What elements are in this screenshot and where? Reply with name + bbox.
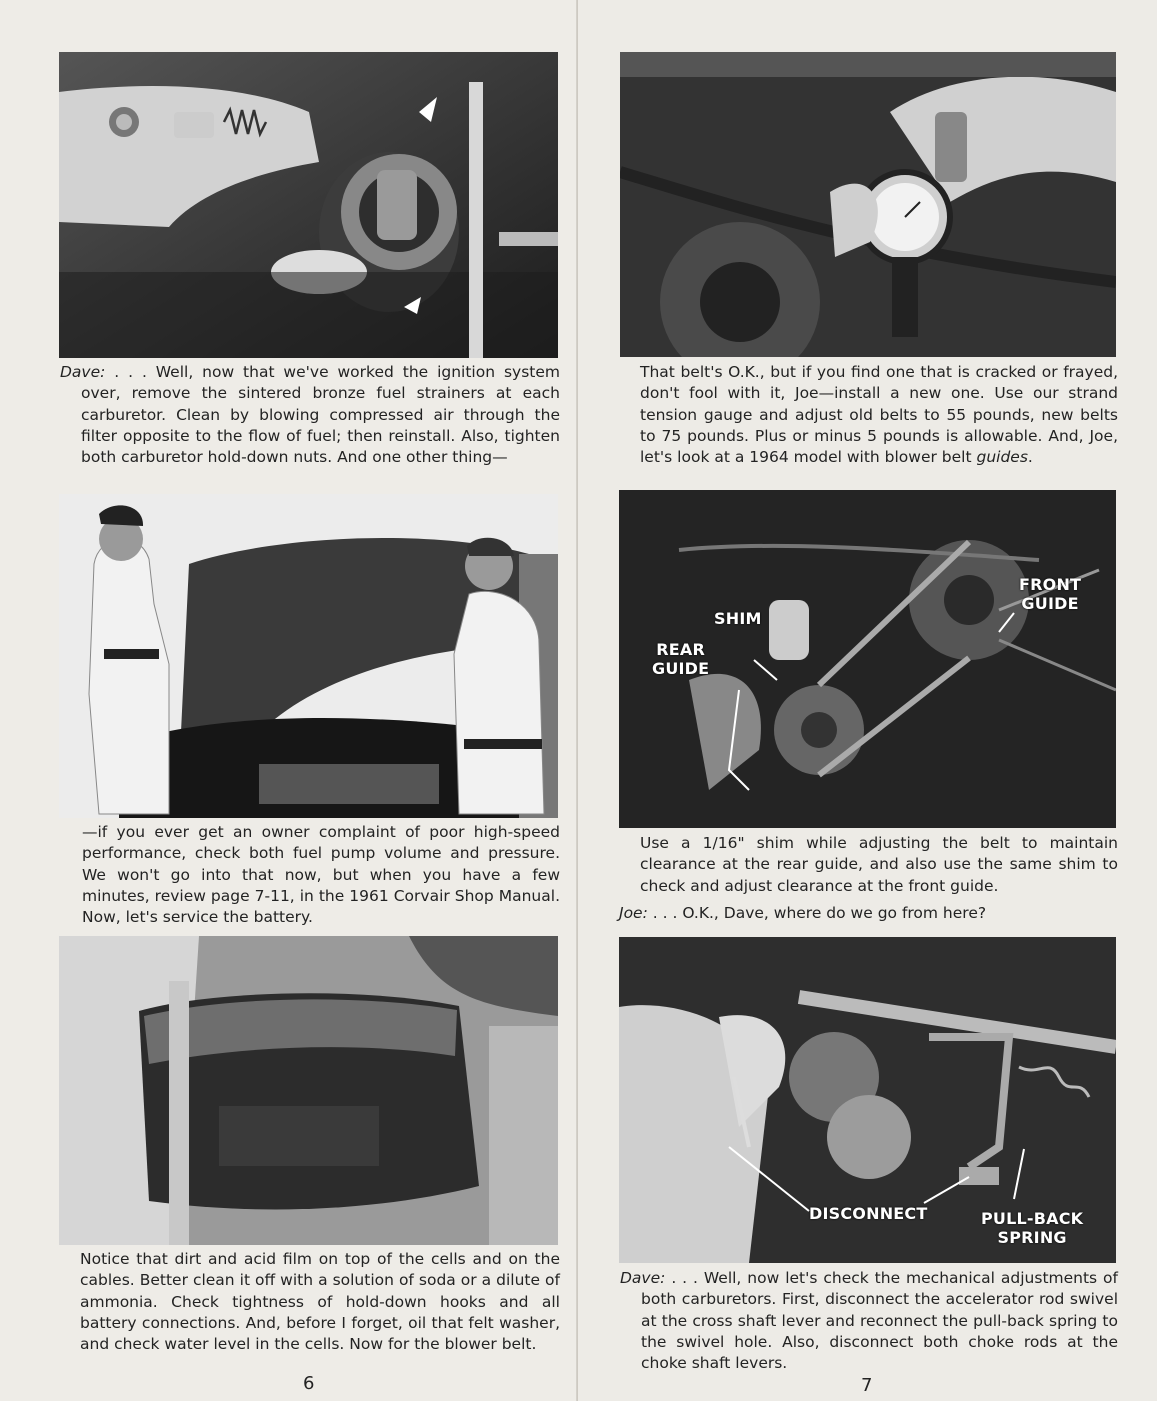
caption-3-text: Notice that dirt and acid film on top of the cells and on the cables. Better clean it off with a solution of soda or a dilute of ammonia. Check tightness of hold-down hooks and all battery connections. And, before I forget, oil that felt washer, and check water level in the cells. Now for the blower belt. <box>80 1250 560 1354</box>
caption-2-text: —if you ever get an owner complaint of poor high-speed performance, check both fuel pump volume and pressure. We won't go into that now, but when you have a few minutes, review page 7-11, in the 1961 Corvair Shop Manual. Now, let's service the battery. <box>82 823 560 927</box>
carburetor-strainer-photo <box>59 52 558 358</box>
caption-2 <box>82 822 560 928</box>
caption-3 <box>80 1249 560 1355</box>
carburetor-linkage-photo <box>619 937 1116 1263</box>
speaker-dave: Dave: <box>60 363 106 381</box>
caption-1 <box>60 362 560 468</box>
page-number-left: 6 <box>303 1373 315 1394</box>
caption-r2 <box>619 833 1118 924</box>
rear-guide-label-line2: GUIDE <box>652 659 710 678</box>
caption-r3-text: . . . Well, now let's check the mechanical adjustments of both carburetors. First, disconnect the accelerator rod swivel at the cross shaft lever and reconnect the pull-back spring to the swivel hole. Also, disconnect both choke rods at the choke shaft levers. <box>641 1269 1118 1373</box>
shim-label: SHIM <box>714 609 762 628</box>
front-guide-label-line2: GUIDE <box>1021 594 1079 613</box>
right-page <box>578 0 1157 1401</box>
pull-back-spring-line1: PULL-BACK <box>981 1209 1084 1228</box>
caption-1-text: . . . Well, now that we've worked the ignition system over, remove the sintered bronze fuel strainers at each carburetor. Clean by blowing compressed air through the filter opposite to the flow of fuel; then reinstall. Also, tighten both carburetor hold-down nuts. And one other thing— <box>81 363 560 467</box>
caption-r1 <box>640 362 1118 468</box>
page-number-right: 7 <box>861 1375 873 1396</box>
pull-back-spring-label <box>981 1209 1083 1247</box>
speaker-dave-2: Dave: <box>620 1269 666 1287</box>
pull-back-spring-line2: SPRING <box>997 1228 1067 1247</box>
caption-r2-text: Use a 1/16" shim while adjusting the belt to maintain clearance at the rear guide, and also use the same shim to check and adjust clearance at the front guide. <box>640 834 1118 895</box>
caption-r3 <box>620 1268 1118 1374</box>
front-guide-label <box>1019 575 1081 613</box>
rear-guide-label-line1: REAR <box>656 640 706 659</box>
mechanics-photo <box>59 494 558 818</box>
caption-r1-end: . <box>1027 448 1033 467</box>
speaker-joe: Joe: <box>619 903 648 922</box>
tension-gauge-photo <box>620 52 1116 357</box>
joe-dialog: . . . O.K., Dave, where do we go from here? <box>652 903 987 922</box>
disconnect-label: DISCONNECT <box>809 1204 928 1223</box>
caption-r1-emph: guides <box>976 448 1028 467</box>
rear-guide-label <box>652 640 709 678</box>
belt-guides-photo <box>619 490 1116 828</box>
battery-photo <box>59 936 558 1245</box>
caption-r1-text: That belt's O.K., but if you find one that is cracked or frayed, don't fool with it, Joe—install a new one. Use our strand tension gauge and adjust old belts to 55 pounds, new belts to 75 pounds. Plus or minus 5 pounds is allowable. And, Joe, let's look at a 1964 model with blower belt <box>640 363 1118 467</box>
front-guide-label-line1: FRONT <box>1019 575 1082 594</box>
left-page <box>0 0 578 1401</box>
